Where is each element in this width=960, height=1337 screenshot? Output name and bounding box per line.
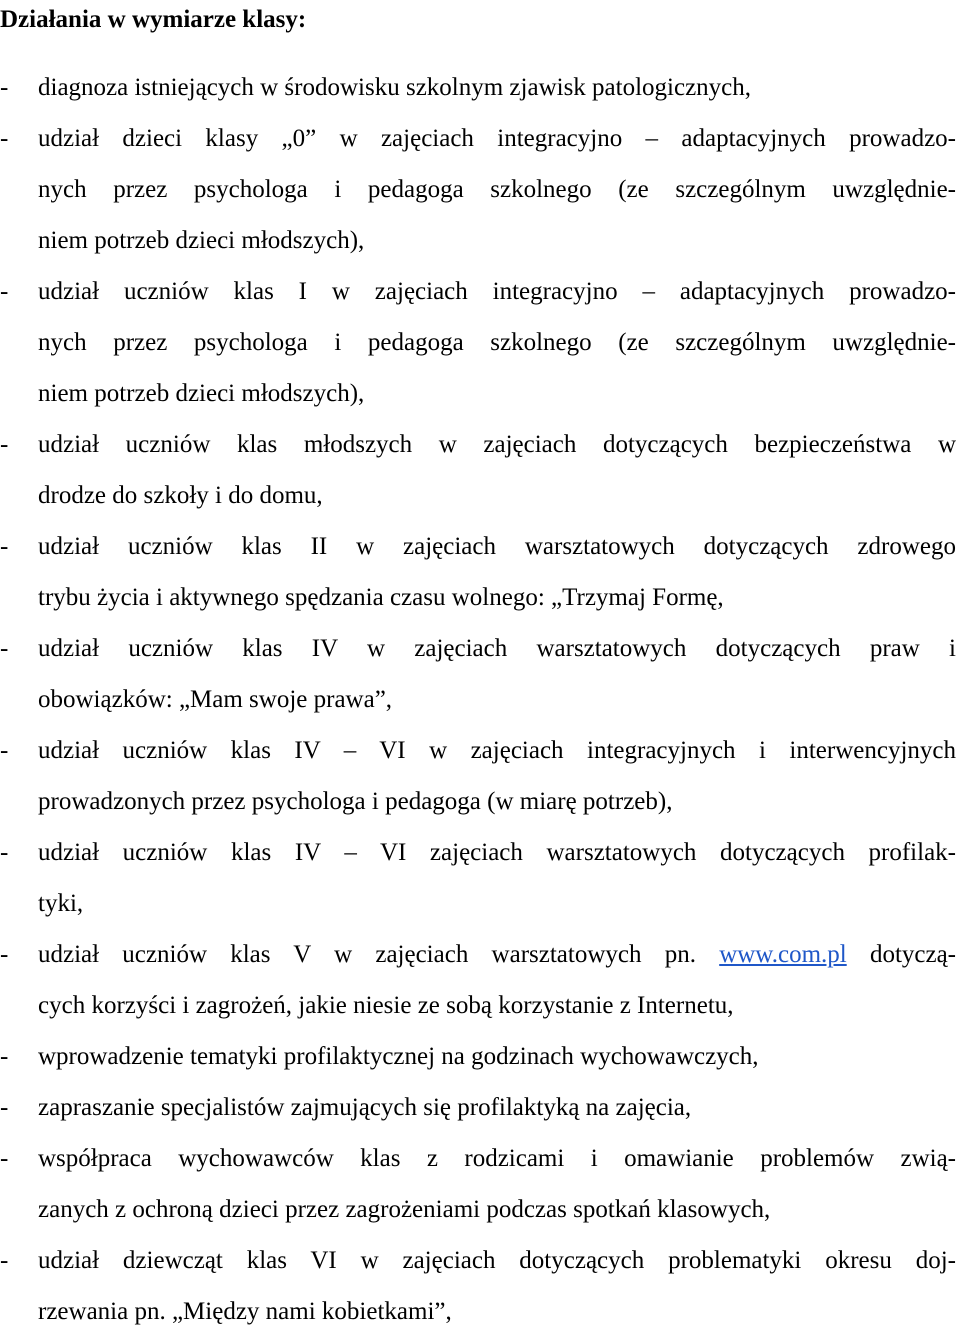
- list-dash: -: [0, 1043, 9, 1070]
- list-item-line: udział uczniów klas młodszych w zajęciach dotyczących bezpieczeństwa w: [38, 431, 956, 458]
- list-dash: -: [0, 431, 9, 458]
- list-item: [0, 725, 960, 827]
- list-item-line: trybu życia i aktywnego spędzania czasu wolnego: „Trzymaj Formę,: [38, 584, 724, 611]
- list-item-line: diagnoza istniejących w środowisku szkolnym zjawisk patologicznych,: [38, 74, 752, 101]
- list-item: [0, 1082, 960, 1133]
- list-item: [0, 62, 960, 113]
- list-item-line: udział uczniów klas IV – VI zajęciach warsztatowych dotyczących profilak-: [38, 839, 956, 866]
- list-item: [0, 113, 960, 266]
- list-item: [0, 266, 960, 419]
- list-item: [0, 623, 960, 725]
- list-dash: -: [0, 125, 9, 152]
- line-text: udział uczniów klas V w zajęciach warsztatowych pn.: [38, 941, 720, 968]
- activity-list: [0, 62, 960, 1337]
- list-dash: -: [0, 533, 9, 560]
- list-item-line: udział dziewcząt klas VI w zajęciach dotyczących problematyki okresu doj-: [38, 1247, 956, 1274]
- list-item-line: drodze do szkoły i do domu,: [38, 482, 323, 509]
- list-item-line: udział uczniów klas I w zajęciach integracyjno – adaptacyjnych prowadzo-: [38, 278, 956, 305]
- list-item: [0, 1133, 960, 1235]
- list-item-line: nych przez psychologa i pedagoga szkolnego (ze szczególnym uwzględnie-: [38, 176, 956, 203]
- list-item-line: udział uczniów klas II w zajęciach warsztatowych dotyczących zdrowego: [38, 533, 956, 560]
- list-item-line: wprowadzenie tematyki profilaktycznej na godzinach wychowawczych,: [38, 1043, 759, 1070]
- website-link[interactable]: www.com.pl: [719, 941, 847, 968]
- list-item-line: cych korzyści i zagrożeń, jakie niesie ze sobą korzystanie z Internetu,: [38, 992, 734, 1019]
- list-dash: -: [0, 1247, 9, 1274]
- list-item: [0, 827, 960, 929]
- list-item-line: prowadzonych przez psychologa i pedagoga (w miarę potrzeb),: [38, 788, 673, 815]
- list-dash: -: [0, 74, 9, 101]
- list-item-line: [38, 929, 956, 980]
- list-item-line: nych przez psychologa i pedagoga szkolnego (ze szczególnym uwzględnie-: [38, 329, 956, 356]
- list-item-line: zapraszanie specjalistów zajmujących się profilaktyką na zajęcia,: [38, 1094, 692, 1121]
- list-dash: -: [0, 1094, 9, 1121]
- list-item-line: rzewania pn. „Między nami kobietkami”,: [38, 1298, 452, 1325]
- list-dash: -: [0, 635, 9, 662]
- list-dash: -: [0, 278, 9, 305]
- list-item: [0, 1235, 960, 1337]
- list-dash: -: [0, 839, 9, 866]
- list-dash: -: [0, 737, 9, 764]
- list-item-line: zanych z ochroną dzieci przez zagrożeniami podczas spotkań klasowych,: [38, 1196, 771, 1223]
- list-item-line: udział uczniów klas IV – VI w zajęciach integracyjnych i interwencyjnych: [38, 737, 956, 764]
- list-item: [0, 1031, 960, 1082]
- list-item-line: niem potrzeb dzieci młodszych),: [38, 227, 365, 254]
- list-item: [0, 521, 960, 623]
- list-item: [0, 419, 960, 521]
- list-item: [0, 929, 960, 1031]
- list-item-line: udział uczniów klas IV w zajęciach warsztatowych dotyczących praw i: [38, 635, 956, 662]
- list-item-line: tyki,: [38, 890, 84, 917]
- list-item-line: współpraca wychowawców klas z rodzicami i omawianie problemów zwią-: [38, 1145, 956, 1172]
- line-text: dotyczą-: [846, 941, 956, 968]
- section-heading: Działania w wymiarze klasy:: [0, 6, 307, 33]
- list-dash: -: [0, 941, 9, 968]
- list-item-line: obowiązków: „Mam swoje prawa”,: [38, 686, 393, 713]
- list-dash: -: [0, 1145, 9, 1172]
- list-item-line: udział dzieci klasy „0” w zajęciach integracyjno – adaptacyjnych prowadzo-: [38, 125, 956, 152]
- list-item-line: niem potrzeb dzieci młodszych),: [38, 380, 365, 407]
